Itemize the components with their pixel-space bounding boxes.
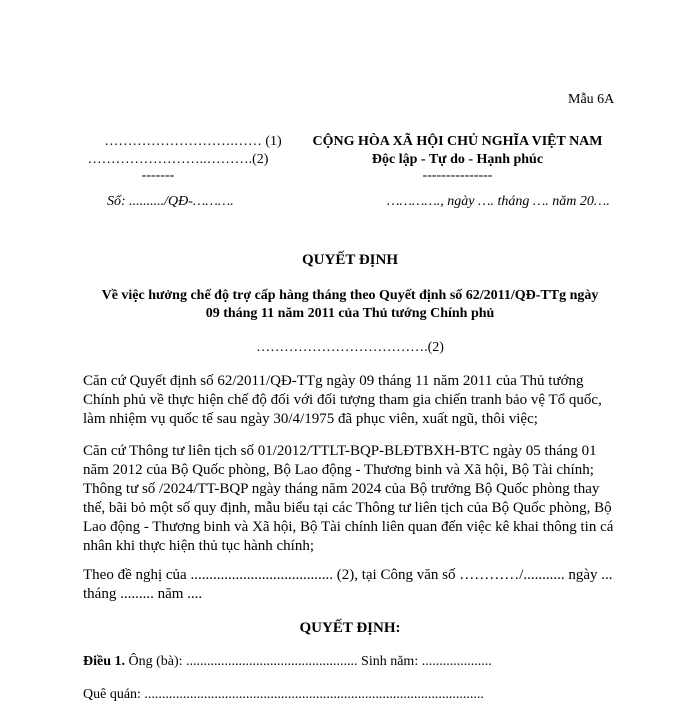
decision-number: Số: ........../QĐ-………. — [107, 194, 234, 209]
issuing-agency-line: ……………………….…… (1) — [104, 134, 282, 149]
national-motto: Độc lập - Tự do - Hạnh phúc — [371, 152, 544, 167]
hometown-line: Quê quán: ................................................................................................. — [83, 687, 484, 702]
form-code: Mẫu 6A — [568, 92, 615, 107]
right-header-rule: --------------- — [422, 168, 493, 183]
national-title: CỘNG HÒA XÃ HỘI CHỦ NGHĨA VIỆT NAM — [312, 134, 603, 149]
proposal-paragraph: Theo đề nghị của ...................................... (2), tại Công văn số …………/........... ngày ... tháng ......... năm .... — [83, 567, 613, 602]
article-1 — [83, 653, 492, 671]
document-subtitle-line1: Về việc hưởng chế độ trợ cấp hàng tháng theo Quyết định số 62/2011/QĐ-TTg ngày — [101, 288, 599, 303]
decision-heading: QUYẾT ĐỊNH: — [299, 620, 401, 636]
legal-basis-paragraph-2: Căn cứ Thông tư liên tịch số 01/2012/TTLT-BQP-BLĐTBXH-BTC ngày 05 tháng 01 năm 2012 của Bộ Quốc phòng, Bộ Lao động - Thương binh và Xã hội, Bộ Tài chính; Thông tư số /2024/TT-BQP ngày tháng năm 2024 của Bộ trưởng Bộ Quốc phòng thay thế, bãi bỏ một số quy định, mẫu biểu tại các Thông tư liên tịch của Bộ Quốc phòng, Bộ Lao động - Thương binh và Xã hội, Bộ Tài chính liên quan đến việc kê khai thông tin cá nhân khi thực hiện thủ tục hành chính; — [83, 443, 614, 554]
left-header-rule: ------- — [141, 168, 175, 183]
legal-basis-paragraph-1: Căn cứ Quyết định số 62/2011/QĐ-TTg ngày 09 tháng 11 năm 2011 của Thủ tướng Chính phủ về thực hiện chế độ đối với đối tượng tham gia chiến tranh bảo vệ Tổ quốc, làm nhiệm vụ quốc tế sau ngày 30/4/1975 đã phục viên, xuất ngũ, thôi việc; — [83, 373, 602, 427]
document-subtitle-line2: 09 tháng 11 năm 2011 của Thủ tướng Chính phủ — [205, 306, 495, 321]
authority-line: ……………………………….(2) — [256, 340, 444, 355]
article-1-label: Điều 1. — [83, 654, 125, 669]
place-date-line: …………., ngày …. tháng …. năm 20…. — [387, 194, 610, 209]
article-1-text: Ông (bà): ................................................. Sinh năm: .................... — [125, 654, 492, 669]
issuing-unit-line: ……………………..……….(2) — [87, 152, 269, 167]
document-title: QUYẾT ĐỊNH — [302, 252, 398, 268]
